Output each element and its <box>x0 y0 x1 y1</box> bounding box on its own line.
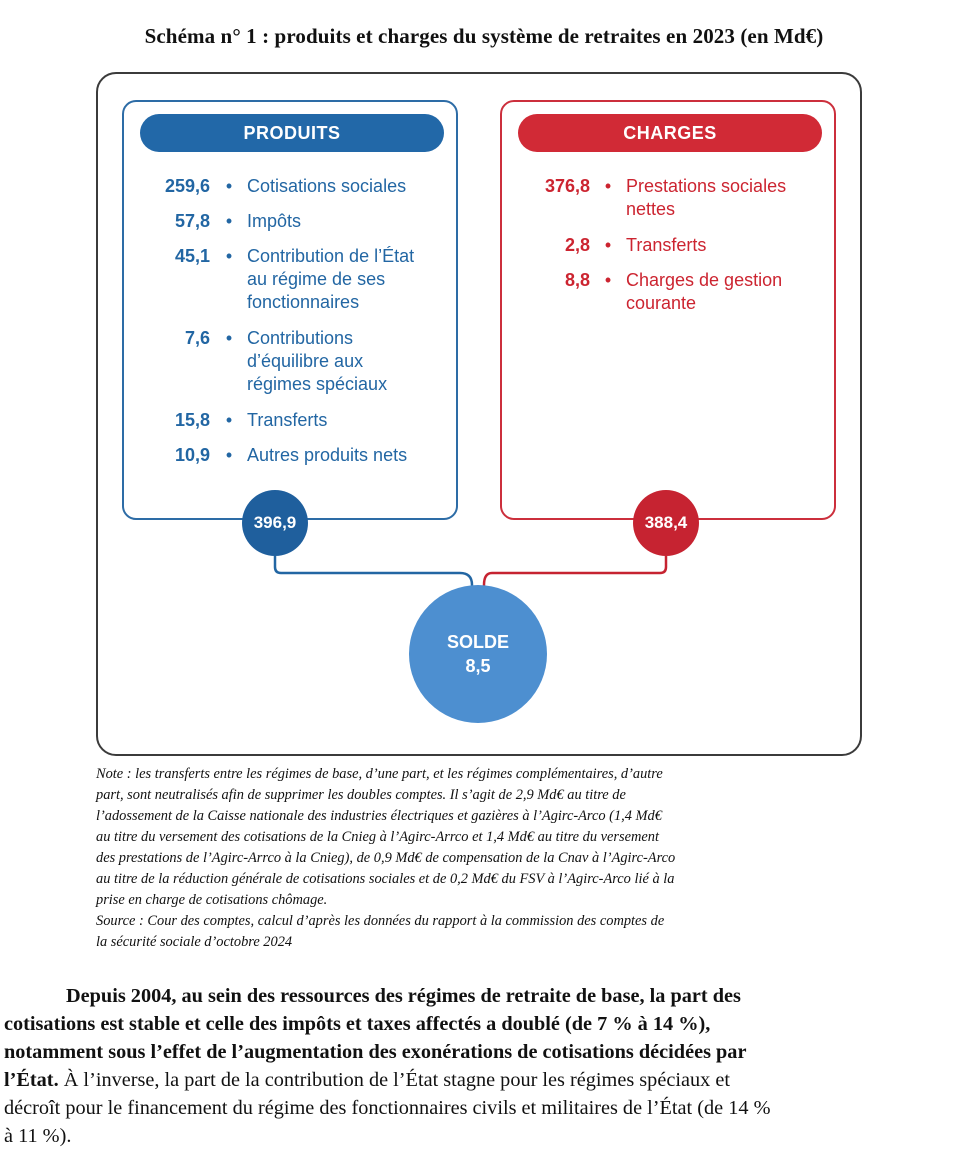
produits-item-value: 259,6 <box>164 176 210 196</box>
bold-text: l’État. <box>4 1069 59 1091</box>
paragraph-line: décroît pour le financement du régime des fonctionnaires civils et militaires de l’État (de 14 % <box>4 1097 771 1119</box>
produits-item-value: 57,8 <box>174 211 210 231</box>
note-line: prise en charge de cotisations chômage. <box>96 892 328 908</box>
produits-item-label <box>247 327 457 396</box>
figure-title: Schéma n° 1 : produits et charges du système de retraites en 2023 (en Md€) <box>144 24 824 48</box>
produits-item-label: Transferts <box>247 410 328 430</box>
figure-note <box>96 764 866 953</box>
label-line: au régime de ses <box>247 269 386 289</box>
produits-total-circle: 396,9 <box>242 490 308 556</box>
source-line: Source : Cour des comptes, calcul d’après les données du rapport à la commission des comptes de <box>96 913 665 929</box>
charges-panel <box>500 100 836 520</box>
produits-panel <box>122 100 458 520</box>
label-line: fonctionnaires <box>247 292 360 312</box>
solde-value: 8,5 <box>465 656 491 676</box>
label-line: nettes <box>626 199 676 219</box>
produits-item-value: 15,8 <box>174 410 210 430</box>
label-line: Charges de gestion <box>626 270 783 290</box>
note-line: au titre de la réduction générale de cotisations sociales et de 0,2 Md€ du FSV à l’Agirc-Arco lié à la <box>96 871 675 887</box>
label-line: Contributions <box>247 328 354 348</box>
produits-item-label: Autres produits nets <box>247 445 408 465</box>
paragraph-line <box>4 1066 962 1094</box>
label-line: Prestations sociales <box>626 176 787 196</box>
paragraph-line <box>4 982 962 1010</box>
body-paragraph <box>4 982 962 1150</box>
produits-item-label: Impôts <box>247 211 302 231</box>
bullet-icon: • <box>225 246 233 266</box>
produits-connector <box>275 556 472 592</box>
produits-item-value: 45,1 <box>174 246 210 266</box>
charges-item-label <box>626 175 831 221</box>
bullet-icon: • <box>225 328 233 348</box>
paragraph-line <box>4 1010 962 1038</box>
produits-item-label <box>247 245 457 314</box>
solde-circle <box>409 585 547 723</box>
bold-text: Depuis 2004, au sein des ressources des régimes de retraite de base, la part des <box>66 985 741 1007</box>
bullet-icon: • <box>225 211 233 231</box>
charges-item-value: 8,8 <box>564 270 590 290</box>
bullet-icon: • <box>225 176 233 196</box>
note-line: l’adossement de la Caisse nationale des industries électriques et gazières à l’Agirc-Arco (1,4 Md€ <box>96 808 662 824</box>
paragraph-line: à 11 %). <box>4 1125 72 1147</box>
label-line: régimes spéciaux <box>247 374 388 394</box>
solde-label: SOLDE <box>446 632 509 652</box>
label-line: d’équilibre aux <box>247 351 364 371</box>
bullet-icon: • <box>604 176 612 196</box>
bullet-icon: • <box>604 235 612 255</box>
charges-header: CHARGES <box>518 114 822 152</box>
note-line: Note : les transferts entre les régimes de base, d’une part, et les régimes complémentaires, d’autre <box>96 766 663 782</box>
paragraph-line <box>4 1038 962 1066</box>
charges-item-label <box>626 269 831 315</box>
charges-total-circle: 388,4 <box>633 490 699 556</box>
bullet-icon: • <box>604 270 612 290</box>
source-line: la sécurité sociale d’octobre 2024 <box>96 934 293 950</box>
normal-text: À l’inverse, la part de la contribution de l’État stagne pour les régimes spéciaux et <box>58 1069 730 1091</box>
produits-header: PRODUITS <box>140 114 444 152</box>
charges-item-value: 2,8 <box>564 235 590 255</box>
produits-item-label: Cotisations sociales <box>247 176 407 196</box>
note-line: au titre du versement des cotisations de la Cnieg à l’Agirc-Arrco et 1,4 Md€ au titre du versement <box>96 829 659 845</box>
bold-text: cotisations est stable et celle des impôts et taxes affectés a doublé (de 7 % à 14 %), <box>4 1013 711 1035</box>
label-line: courante <box>626 293 697 313</box>
charges-item-value: 376,8 <box>544 176 590 196</box>
produits-item-value: 10,9 <box>174 445 210 465</box>
note-line: part, sont neutralisés afin de supprimer les doubles comptes. Il s’agit de 2,9 Md€ au titre de <box>96 787 626 803</box>
produits-item-value: 7,6 <box>184 328 210 348</box>
bullet-icon: • <box>225 445 233 465</box>
note-line: des prestations de l’Agirc-Arrco à la Cnieg), de 0,9 Md€ de compensation de la Cnav à l’Agirc-Arco <box>96 850 676 866</box>
label-line: Contribution de l’État <box>247 246 415 266</box>
charges-item-label: Transferts <box>626 235 707 255</box>
bullet-icon: • <box>225 410 233 430</box>
bold-text: notamment sous l’effet de l’augmentation des exonérations de cotisations décidées par <box>4 1041 747 1063</box>
charges-connector <box>484 556 666 592</box>
